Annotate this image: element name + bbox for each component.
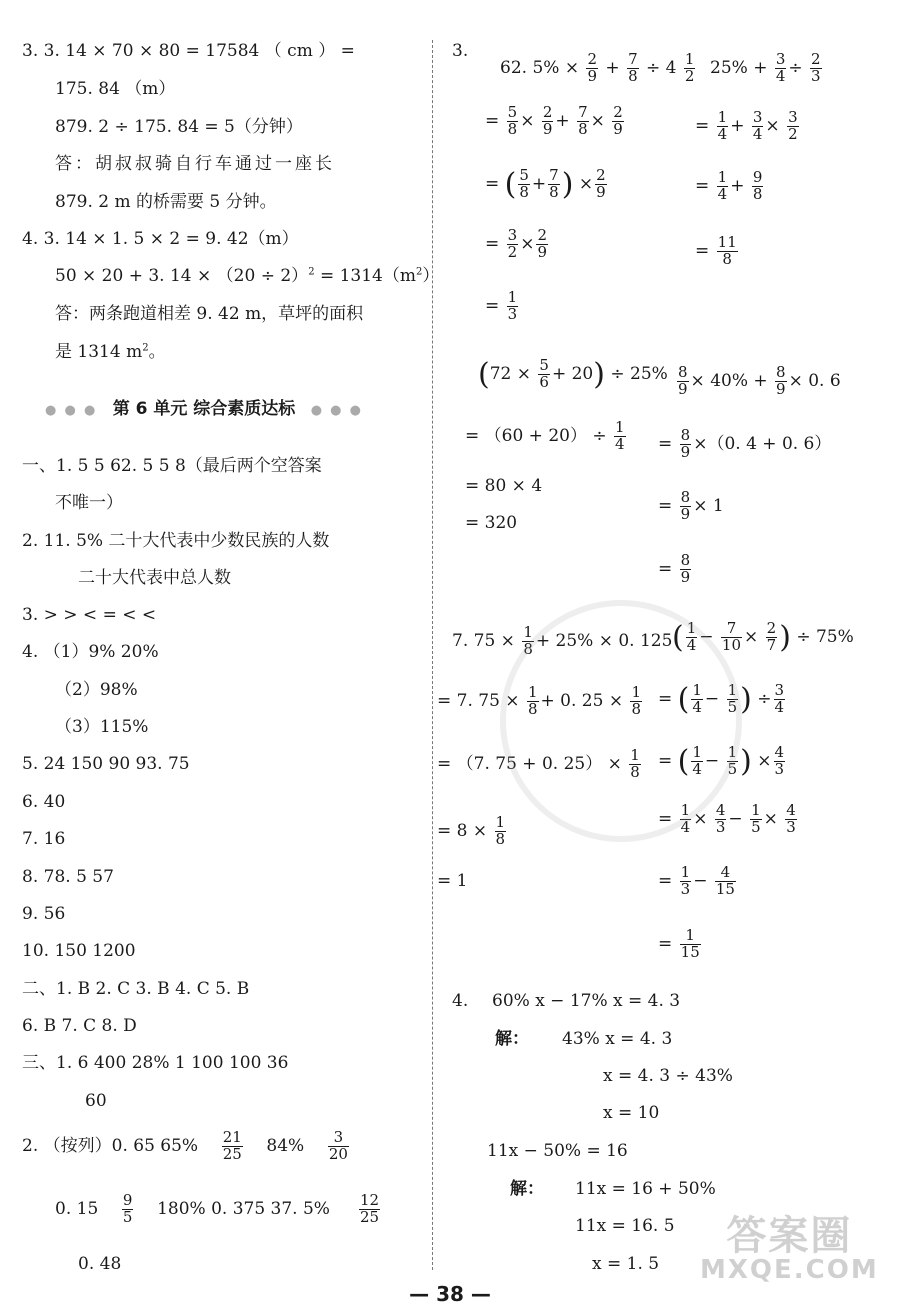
part1-q7: 7. 16 [22, 829, 66, 849]
part1-q8: 8. 78. 5 57 [22, 867, 114, 887]
q4-line1: 4. 3. 14 × 1. 5 × 2 = 9. 42（m） [22, 229, 299, 249]
part3-q1-b: 60 [85, 1091, 107, 1111]
eqF-line3: = ( $\frac{1}{4}$ − $\frac{1}{5}$ ) × $\frac{4}{3}$ [658, 743, 785, 779]
q3-line3: 879. 2 ÷ 175. 84 = 5（分钟） [55, 117, 303, 137]
column-divider [432, 40, 433, 1270]
eqA-line2: = $\frac{5}{8}$ × $\frac{2}{9}$ + $\frac{7}{8}$ × $\frac{2}{9}$ [485, 103, 623, 138]
q4-line2: 50 × 20 + 3. $14 \times (20 \div 2)^2 = 1314(m^2)$ [55, 266, 440, 286]
q4-eq3: x = 4. 3 ÷ 43% [603, 1066, 733, 1086]
q4-eq5: 11x − 50% = 16 [487, 1141, 628, 1161]
part1-q5: 5. 24 150 90 93. 75 [22, 754, 190, 774]
eqD-line3: = $\frac{8}{9}$ × 1 [658, 488, 724, 523]
eqB-line2: = $\frac{1}{4}$ + $\frac{3}{4}$ × $\frac{3}{2}$ [695, 108, 798, 143]
fraction: $\frac{9}{5}$ [122, 1191, 133, 1226]
section-dots-left: ● ● ● [45, 403, 98, 418]
q4-answer-line2: 是 1314 $m^2$。 [55, 342, 166, 362]
eqB-line3: = $\frac{1}{4}$ + $\frac{9}{8}$ [695, 168, 763, 203]
eqA-line3: = ( $\frac{5}{8}$ + $\frac{7}{8}$ ) × $\frac{2}{9}$ [485, 166, 606, 202]
q3-label: 3. [452, 41, 469, 61]
part1-q6: 6. 40 [22, 792, 66, 812]
eqC-line3: = 80 × 4 [465, 476, 543, 496]
section-dots-right: ● ● ● [310, 403, 363, 418]
part1-q4-a: 4. （1）9% 20% [22, 642, 159, 662]
eqC-line1: (72 × $\frac{5}{6}$ + 20) ÷ 25% [478, 356, 668, 392]
eqB-line4: = $\frac{11}{8}$ [695, 233, 737, 268]
fraction: $\frac{3}{20}$ [328, 1128, 348, 1163]
q4-eq1: 60% x − 17% x = 4. 3 [492, 991, 681, 1011]
part3-q1-a: 三、1. 6 400 28% 1 100 100 36 [22, 1053, 289, 1073]
q3-line1: 3. 3. 14 × 70 × 80 = 17584 （ cm ） = [22, 41, 355, 61]
eqB-line1: 25% + $\frac{3}{4}$ ÷ $\frac{2}{3}$ [710, 50, 821, 85]
part1-q1-b: 不唯一） [55, 493, 123, 513]
part1-q1-a: 一、1. 5 5 62. 5 5 8（最后两个空答案 [22, 456, 322, 476]
eqC-line2: = （60 + 20） ÷ $\frac{1}{4}$ [465, 418, 625, 453]
eqF-line2: = ( $\frac{1}{4}$ − $\frac{1}{5}$ ) ÷ $\frac{3}{4}$ [658, 681, 785, 717]
eqF-line4: = $\frac{1}{4}$ × $\frac{4}{3}$ − $\frac{1}{5}$ × $\frac{4}{3}$ [658, 801, 796, 836]
eqF-line1: ( $\frac{1}{4}$ − $\frac{7}{10}$ × $\frac{2}{7}$ ) ÷ 75% [672, 619, 854, 655]
part1-q4-b: （2）98% [55, 680, 138, 700]
part1-q9: 9. 56 [22, 904, 66, 924]
q4-eq8: x = 1. 5 [592, 1254, 660, 1274]
eqE-line2: = 7. 75 × $\frac{1}{8}$ + 0. 25 × $\frac{1}{8}$ [437, 683, 642, 718]
eqF-line6: = $\frac{1}{15}$ [658, 926, 700, 961]
q4-answer-line1: 答：两条跑道相差 9. 42 m，草坪的面积 [55, 304, 364, 324]
part1-q2-a: 2. 11. 5% 二十大代表中少数民族的人数 [22, 531, 330, 551]
q3-answer-line1: 答：胡叔叔骑自行车通过一座长 [55, 154, 335, 174]
eqE-line5: = 1 [437, 871, 468, 891]
eqA-line4: = $\frac{3}{2}$ × $\frac{2}{9}$ [485, 226, 547, 261]
part1-q3: 3. > > < = < < [22, 605, 157, 625]
section-title: 第 6 单元 综合素质达标 [112, 399, 296, 419]
part3-q2-a: 2. （按列）0. 65 65% $\frac{21}{25}$ 84% $\frac{3}{20}$ [22, 1128, 348, 1163]
part2-line1: 二、1. B 2. C 3. B 4. C 5. B [22, 979, 250, 999]
part1-q10: 10. 150 1200 [22, 941, 136, 961]
part1-q2-b: 二十大代表中总人数 [78, 568, 231, 588]
eqE-line1: 7. 75 × $\frac{1}{8}$ + 25% × 0. 125 [452, 623, 673, 658]
eqD-line4: = $\frac{8}{9}$ [658, 551, 691, 586]
section-header [45, 398, 363, 420]
q3-line2: 175. 84 （m） [55, 79, 176, 99]
watermark-seal [500, 600, 742, 842]
part3-q2-c: 0. 48 [78, 1254, 122, 1274]
part1-q4-c: （3）115% [55, 717, 149, 737]
part2-line2: 6. B 7. C 8. D [22, 1016, 137, 1036]
q4-eq4: x = 10 [603, 1103, 660, 1123]
page-number: — 38 — [409, 1282, 491, 1306]
eqD-line1: $\frac{8}{9}$ × 40% + $\frac{8}{9}$ × 0. 6 [678, 363, 841, 398]
fraction: $\frac{12}{25}$ [359, 1191, 380, 1226]
eqA-line1: 62. 5% × $\frac{2}{9}$ + $\frac{7}{8}$ ÷ 4 $\frac{1}{2}$ [500, 50, 695, 85]
eqA-line5: = $\frac{1}{3}$ [485, 288, 518, 323]
eqE-line4: = 8 × $\frac{1}{8}$ [437, 813, 506, 848]
watermark-site: 答案圈 MXQE.COM [700, 1213, 879, 1285]
eqF-line5: = $\frac{1}{3}$ − $\frac{4}{15}$ [658, 863, 735, 898]
eqD-line2: = $\frac{8}{9}$ ×（0. 4 + 0. 6） [658, 426, 832, 461]
q4-label: 4. [452, 991, 469, 1011]
eqC-line4: = 320 [465, 513, 518, 533]
q4-eq2: 43% x = 4. 3 [562, 1029, 673, 1049]
q4-jie2: 解： [510, 1179, 544, 1199]
fraction: $\frac{21}{25}$ [222, 1128, 242, 1163]
eqE-line3: = （7. 75 + 0. 25） × $\frac{1}{8}$ [437, 746, 640, 781]
q4-eq7: 11x = 16. 5 [575, 1216, 675, 1236]
q4-jie1: 解： [495, 1029, 529, 1049]
q4-eq6: 11x = 16 + 50% [575, 1179, 716, 1199]
part3-q2-b: 0. 15 $\frac{9}{5}$ 180% 0. 375 37. 5% $\frac{12}{25}$ [55, 1191, 380, 1226]
q3-answer-line2: 879. 2 m 的桥需要 5 分钟。 [55, 192, 277, 212]
